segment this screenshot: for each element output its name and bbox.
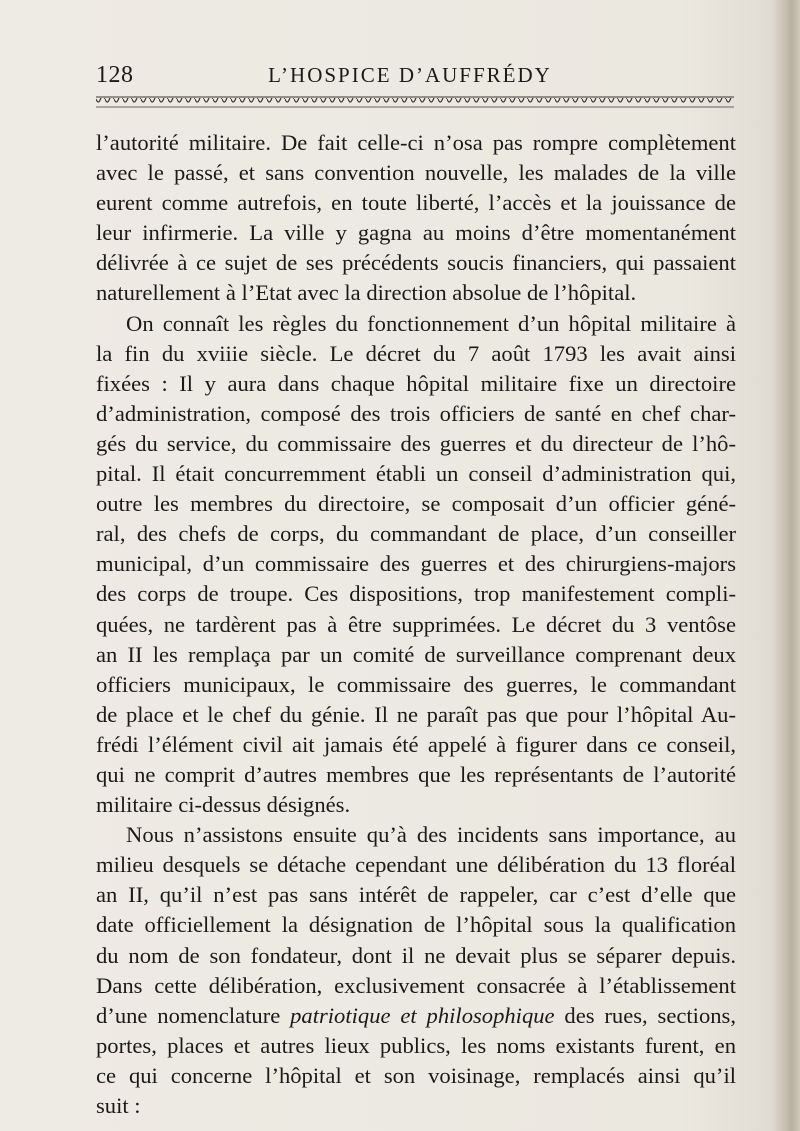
text-line: an II, qu’il n’est pas sans intérêt de rappeler, car c’est d’elle que: [96, 882, 736, 908]
text-line: date officiellement la désignation de l’hôpital sous la qualification: [96, 912, 736, 938]
running-title: L’HOSPICE D’AUFFRÉDY: [268, 63, 552, 87]
text-line: eurent comme autrefois, en toute liberté, l’accès et la jouissance de: [96, 190, 736, 216]
text-line: outre les membres du directoire, se composait d’un officier géné-: [96, 491, 736, 517]
text-run: d’une nomenclature: [96, 1002, 291, 1028]
text-line: militaire ci-dessus désignés.: [96, 792, 351, 818]
text-line: ral, des chefs de corps, du commandant de place, d’un conseiller: [96, 521, 736, 547]
text-line: ce qui concerne l’hôpital et son voisinage, remplacés ainsi qu’il: [96, 1062, 736, 1088]
text-line: du nom de son fondateur, dont il ne devait plus se séparer depuis.: [96, 942, 736, 968]
text-line: de place et le chef du génie. Il ne paraît pas que pour l’hôpital Au-: [96, 701, 736, 727]
text-line: pital. Il était concurremment établi un conseil d’administration qui,: [96, 461, 736, 487]
text-line-with-italic: [96, 1001, 736, 1031]
text-line: milieu desquels se détache cependant une délibération du 13 floréal: [96, 852, 736, 878]
page-binding-edge: [772, 0, 800, 1131]
text-line: avec le passé, et sans convention nouvelle, les malades de la ville: [96, 160, 736, 186]
text-line: Nous n’assistons ensuite qu’à des incidents sans importance, au: [126, 822, 736, 848]
text-line: frédi l’élément civil ait jamais été appelé à figurer dans ce conseil,: [96, 731, 736, 757]
text-line: On connaît les règles du fonctionnement d’un hôpital militaire à: [126, 310, 736, 336]
text-line: an II les remplaça par un comité de surveillance comprenant deux: [96, 641, 736, 667]
text-line: Dans cette délibération, exclusivement consacrée à l’établissement: [96, 972, 736, 998]
text-line: municipal, d’un commissaire des guerres et des chirurgiens-majors: [96, 551, 736, 577]
italic-phrase: patriotique et philosophique: [290, 1002, 555, 1028]
text-line: officiers municipaux, le commissaire des guerres, le commandant: [96, 671, 736, 697]
text-line: des corps de troupe. Ces dispositions, trop manifestement compli-: [96, 581, 736, 607]
text-line: d’administration, composé des trois officiers de santé en chef char-: [96, 400, 736, 426]
header-rule-ornament: [96, 96, 734, 108]
running-head: [0, 62, 800, 92]
text-line: leur infirmerie. La ville y gagna au moins d’être momentanément: [96, 220, 736, 246]
text-line: la fin du xviiie siècle. Le décret du 7 août 1793 les avait ainsi: [96, 340, 736, 366]
text-line: suit :: [96, 1093, 141, 1118]
text-line: fixées : Il y aura dans chaque hôpital militaire fixe un directoire: [96, 370, 736, 396]
body-text: [96, 128, 736, 1121]
page-number: 128: [96, 62, 134, 88]
text-line: l’autorité militaire. De fait celle-ci n’osa pas rompre complètement: [96, 130, 736, 155]
text-line: gés du service, du commissaire des guerres et du directeur de l’hô-: [96, 430, 736, 456]
text-line: qui ne comprit d’autres membres que les représentants de l’autorité: [96, 761, 736, 787]
text-line: quées, ne tardèrent pas à être supprimées. Le décret du 3 ventôse: [96, 611, 736, 637]
text-line: naturellement à l’Etat avec la direction absolue de l’hôpital.: [96, 280, 637, 306]
text-run: des rues, sections,: [554, 1002, 736, 1028]
text-line: délivrée à ce sujet de ses précédents soucis financiers, qui passaient: [96, 250, 736, 276]
text-line: portes, places et autres lieux publics, les noms existants furent, en: [96, 1032, 736, 1058]
